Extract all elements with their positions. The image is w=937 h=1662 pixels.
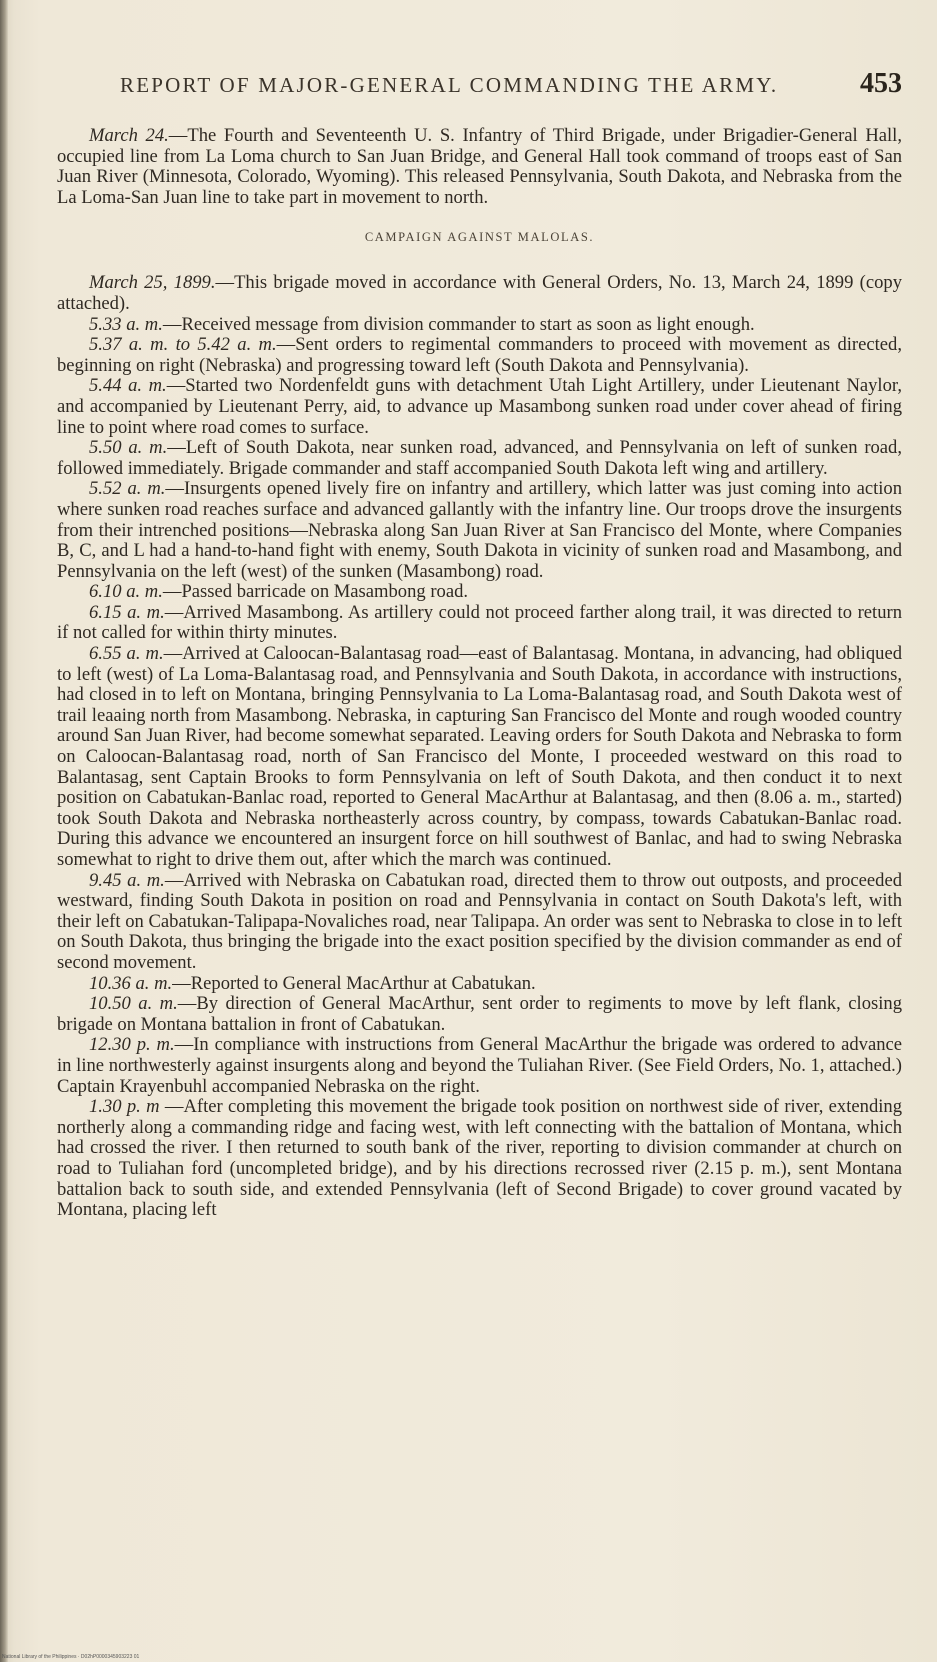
list-item	[57, 644, 902, 871]
list-item	[57, 974, 902, 995]
entry-text: —Arrived at Caloocan-Balantasag road—east of Balantasag. Montana, in advancing, had obliqued to left (west) of La Loma-Balantasag road, and Pennsylvania and South Dakota, in accordance with instructions, had closed in to left on Montana, bringing Pennsylvania to La Loma-Balantasag road, and South Dakota west of trail leaaing north from Masambong. Nebraska, in capturing San Francisco del Monte and rough wooded country around San Juan River, had become somewhat separated. Leaving orders for South Dakota and Nebraska to form on Caloocan-Balantasag road, north of San Francisco del Monte, I proceeded westward on this road to Balantasag, sent Captain Brooks to form Pennsylvania on left of South Dakota, and then conduct it to next position on Cabatukan-Banlac road, reported to General MacArthur at Balantasag, and then (8.06 a. m., started) took South Dakota and Nebraska northeasterly across country, by compass, towards Cabatukan-Banlac road. During this advance we encountered an insurgent force on hill southwest of Banlac, and had to swing Nebraska somewhat to right to drive them out, after which the march was continued.	[57, 643, 902, 870]
entry-text: —The Fourth and Seventeenth U. S. Infantry of Third Brigade, under Brigadier-General Hall, occupied line from La Loma church to San Juan Bridge, and General Hall took command of troops east of San Juan River (Minnesota, Colorado, Wyoming). This released Pennsylvania, South Dakota, and Nebraska from the La Loma-San Juan line to take part in movement to north.	[57, 125, 902, 208]
page-binding-edge	[0, 0, 8, 1662]
paragraph-march-24	[57, 126, 902, 208]
list-item	[57, 273, 902, 314]
list-item	[57, 871, 902, 974]
entry-text: —Arrived Masambong. As artillery could not proceed farther along trail, it was directed to return if not called for within thirty minutes.	[57, 601, 902, 644]
entry-text: —Started two Nordenfeldt guns with detachment Utah Light Artillery, under Lieutenant Naylor, and accompanied by Lieutenant Perry, aid, to advance up Masambong sunken road under cover ahead of firing line to point where road comes to surface.	[57, 375, 902, 438]
page-number: 453	[860, 68, 902, 99]
entry-text: —Insurgents opened lively fire on infantry and artillery, which latter was just coming into action where sunken road reaches surface and advanced gallantly with the infantry line. Our troops drove the insurgents from their intrenched positions—Nebraska along San Juan River at San Francisco del Monte, where Companies B, C, and L had a hand-to-hand fight with enemy, South Dakota in vicinity of sunken road and Masambong, and Pennsylvania on the left (west) of the sunken (Masambong) road.	[57, 478, 902, 582]
list-item	[57, 603, 902, 644]
entry-text: —After completing this movement the brigade took position on northwest side of river, extending northerly along a commanding ridge and facing west, with left connecting with the battalion of Montana, which had crossed the river. I then returned to south bank of the river, reporting to division commander at church on road to Tuliahan ford (uncompleted bridge), and by his directions recrossed river (2.15 p. m.), sent Montana battalion back to south side, and extended Pennsylvania (left of Second Brigade) to cover ground vacated by Montana, placing left	[57, 1096, 903, 1221]
entry-text: —Reported to General MacArthur at Cabatukan.	[172, 972, 536, 994]
running-title: REPORT OF MAJOR-GENERAL COMMANDING THE ARMY.	[120, 73, 779, 97]
entry-time: 5.52 a. m.	[89, 478, 166, 500]
entry-time: 5.37 a. m. to 5.42 a. m.	[89, 334, 277, 356]
entry-time: 5.33 a. m.	[89, 313, 163, 335]
page-header	[120, 68, 902, 100]
entry-text: —By direction of General MacArthur, sent order to regiments to move by left flank, closing brigade on Montana battalion in front of Cabatukan.	[57, 993, 902, 1035]
entry-time: 1.30 p. m	[89, 1096, 160, 1118]
entry-time: 10.36 a. m.	[89, 972, 173, 994]
entry-time: 5.50 a. m.	[89, 437, 168, 459]
list-item	[57, 479, 902, 582]
footer-credit: National Library of the Philippines · D02hP0000345903223 01	[2, 1654, 140, 1660]
list-item	[57, 376, 902, 438]
entry-time: 5.44 a. m.	[89, 375, 167, 397]
entry-time: March 24.	[89, 125, 169, 146]
entry-text: —Left of South Dakota, near sunken road, advanced, and Pennsylvania on left of sunken road, followed immediately. Brigade commander and staff accompanied South Dakota left wing and artillery.	[57, 437, 902, 479]
entry-time: 10.50 a. m.	[89, 993, 178, 1015]
entry-text: —Arrived with Nebraska on Cabatukan road, directed them to throw out outposts, and proceeded westward, finding South Dakota in position on road and Pennsylvania in contact on South Dakota's left, with their left on Cabatukan-Talipapa-Novaliches road, near Talipapa. An order was sent to Nebraska to close in to left on South Dakota, thus bringing the brigade into the exact position specified by the division commander as end of second movement.	[57, 869, 902, 973]
entry-text: —Received message from division commander to start as soon as light enough.	[162, 313, 755, 335]
list-item	[57, 1035, 902, 1097]
list-item	[57, 582, 902, 603]
list-item	[57, 1097, 902, 1221]
entry-text: —In compliance with instructions from General MacArthur the brigade was ordered to advance in line northwesterly against insurgents along and beyond the Tuliahan River. (See Field Orders, No. 1, attached.) Captain Krayenbuhl accompanied Nebraska on the right.	[57, 1034, 903, 1097]
entry-time: 12.30 p. m.	[89, 1034, 175, 1056]
section-heading: CAMPAIGN AGAINST MALOLAS.	[364, 230, 595, 245]
entry-time: 6.55 a. m.	[89, 643, 164, 665]
list-item	[57, 438, 902, 479]
entry-time: March 25, 1899.	[89, 272, 216, 294]
entry-list	[57, 273, 902, 1220]
entry-time: 6.10 a. m.	[89, 581, 163, 603]
list-item	[57, 335, 902, 376]
entry-text: —This brigade moved in accordance with General Orders, No. 13, March 24, 1899 (copy attached).	[57, 272, 902, 314]
entry-time: 6.15 a. m.	[89, 601, 165, 623]
page-content	[57, 126, 902, 1221]
entry-text: —Sent orders to regimental commanders to proceed with movement as directed, beginning on right (Nebraska) and progressing toward left (South Dakota and Pennsylvania).	[57, 334, 902, 376]
entry-text: —Passed barricade on Masambong road.	[162, 581, 469, 603]
list-item	[57, 994, 902, 1035]
entry-time: 9.45 a. m.	[89, 869, 165, 891]
list-item	[57, 315, 902, 336]
